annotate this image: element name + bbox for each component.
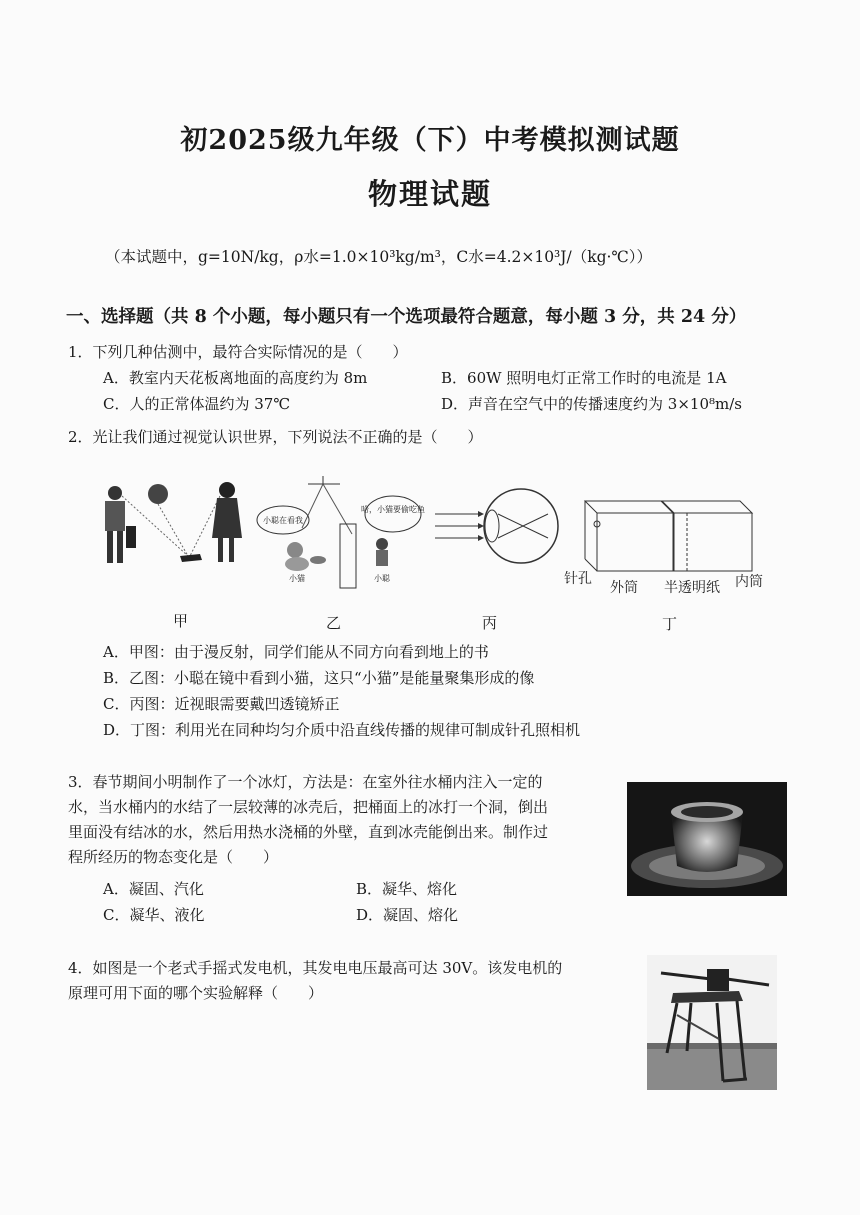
figure-jia: [105, 482, 242, 563]
q1-option-a: A．教室内天花板离地面的高度约为 8m: [103, 369, 368, 387]
page-title: 初2025级九年级（下）中考模拟测试题: [180, 125, 680, 156]
q1-option-d: D．声音在空气中的传播速度约为 3×10⁸m/s: [441, 395, 742, 413]
q2-stem: 2．光让我们通过视觉认识世界，下列说法不正确的是（ ）: [68, 428, 483, 446]
q2-option-a: A．甲图：由于漫反射，同学们能从不同方向看到地上的书: [103, 643, 489, 661]
q3-stem-line-2: 水，当水桶内的水结了一层较薄的冰壳后，把桶面上的冰打一个洞，倒出: [68, 798, 549, 816]
outer-tube-label: 外筒: [610, 580, 638, 596]
caption-ding: 丁: [662, 615, 678, 633]
pinhole-label: 针孔: [564, 571, 592, 587]
q1-option-c: C．人的正常体温约为 37℃: [103, 395, 291, 413]
inner-tube-label: 内筒: [735, 574, 763, 590]
q2-option-c: C．丙图：近视眼需要戴凹透镜矫正: [103, 695, 340, 713]
q3-stem-line-3: 里面没有结冰的水，然后用热水浇桶的外壁，直到冰壳能倒出来。制作过: [68, 823, 549, 841]
q2-option-b: B．乙图：小聪在镜中看到小猫，这只“小猫”是能量聚集形成的像: [103, 669, 535, 687]
q4-stem-line-2: 原理可用下面的哪个实验解释（ ）: [68, 984, 324, 1002]
constants-note: （本试题中，g=10N/kg，ρ水=1.0×10³kg/m³，C水=4.2×10³J/（kg·℃））: [105, 248, 653, 266]
q3-option-d: D．凝固、熔化: [356, 906, 459, 924]
q4-stem-line-1: 4．如图是一个老式手摇式发电机，其发电电压最高可达 30V。该发电机的: [68, 959, 563, 977]
q3-option-c: C．凝华、液化: [103, 906, 205, 924]
q1-option-b: B．60W 照明电灯正常工作时的电流是 1A: [441, 369, 727, 387]
figure-ding: [564, 501, 763, 596]
page-subtitle: 物理试题: [367, 177, 492, 211]
q1-stem: 1．下列几种估测中，最符合实际情况的是（ ）: [68, 343, 408, 361]
boy-bubble-text: 哈，小猫要偷吃鱼: [361, 505, 425, 514]
caption-jia: 甲: [173, 612, 189, 630]
q3-stem-line-4: 程所经历的物态变化是（ ）: [68, 848, 279, 866]
caption-yi: 乙: [326, 614, 342, 632]
cat-label: 小猫: [289, 574, 305, 583]
paper-label: 半透明纸: [664, 580, 720, 596]
q3-option-b: B．凝华、熔化: [356, 880, 458, 898]
q4-stem: [68, 956, 638, 1006]
boy-label: 小聪: [374, 574, 390, 583]
q3-option-a: A．凝固、汽化: [103, 880, 204, 898]
ice-lamp-photo: [627, 782, 787, 896]
section-heading: 一、选择题（共 8 个小题，每小题只有一个选项最符合题意，每小题 3 分，共 24 分）: [66, 307, 747, 327]
q3-stem-line-1: 3．春节期间小明制作了一个冰灯，方法是：在室外往水桶内注入一定的: [68, 773, 543, 791]
q2-figure: [90, 468, 780, 603]
q3-stem: [68, 770, 616, 870]
figure-yi: [257, 476, 425, 588]
generator-photo: [647, 955, 777, 1090]
cat-bubble-text: 小聪在看我: [263, 516, 303, 525]
caption-bing: 丙: [482, 614, 498, 632]
q2-option-d: D．丁图：利用光在同种均匀介质中沿直线传播的规律可制成针孔照相机: [103, 721, 581, 739]
figure-bing: [435, 489, 558, 563]
